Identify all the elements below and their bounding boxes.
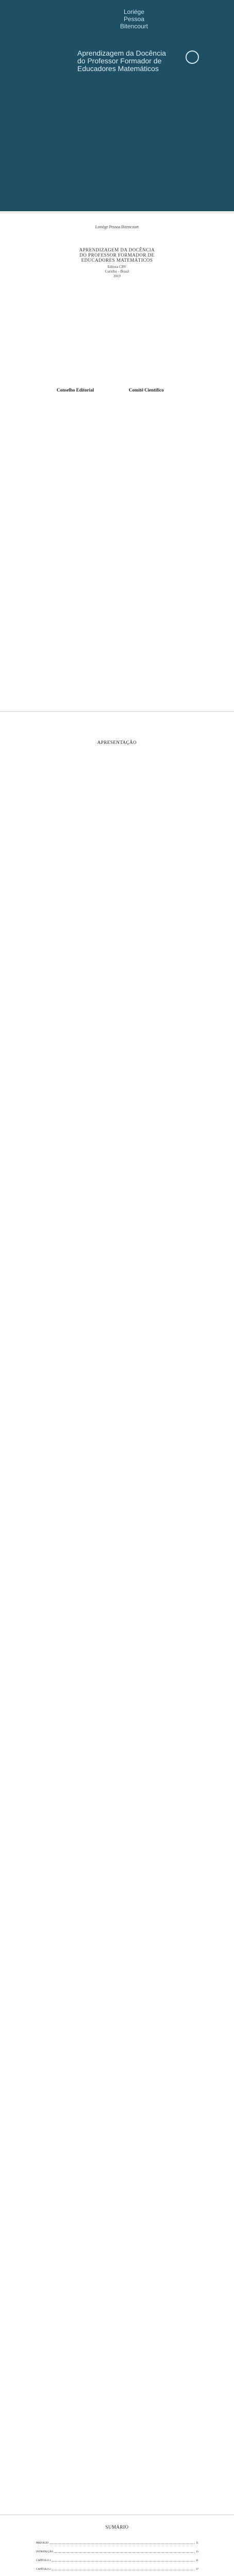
- toc-entry: [36, 2541, 198, 2546]
- toc-leader-dots: [49, 2541, 195, 2544]
- council-editorial-heading: Conselho Editorial: [57, 387, 94, 393]
- credits-title-line: DO PROFESSOR FORMADOR DE: [79, 252, 155, 258]
- presentation-page: [0, 716, 234, 1334]
- page-divider: [0, 711, 234, 712]
- council-scientific-heading: Comitê Científico: [129, 387, 164, 393]
- toc-entry-title: INTRODUÇÃO: [36, 2551, 54, 2553]
- credits-title: [0, 247, 234, 263]
- credits-title-line: EDUCADORES MATEMÁTICOS: [81, 258, 153, 263]
- toc-entry: [36, 2558, 198, 2563]
- publisher-name: Editora CRV: [107, 265, 127, 269]
- toc-entry-title: CAPÍTULO 2: [36, 2568, 51, 2571]
- cover-authors: [103, 8, 165, 30]
- page-divider: [0, 2514, 234, 2515]
- toc-entry: [36, 2550, 198, 2554]
- presentation-heading: APRESENTAÇÃO: [97, 740, 137, 745]
- toc-leader-dots: [54, 2550, 195, 2553]
- toc-entry-page: 21: [196, 2560, 198, 2562]
- toc-entry-page: 15: [196, 2551, 198, 2553]
- publisher-logo-icon: [186, 50, 199, 64]
- toc-leader-dots: [52, 2567, 195, 2570]
- cover-title: Aprendizagem da Docência do Professor Formador de Educadores Matemáticos: [77, 49, 166, 73]
- toc-entry-title: PREFÁCIO: [36, 2542, 49, 2545]
- publisher-city: Curitiba – Brasil: [105, 269, 129, 274]
- credits-publisher: [0, 265, 234, 279]
- toc-entry: [36, 2567, 198, 2572]
- publisher-year: 2019: [113, 274, 121, 278]
- toc-entry-title: CAPÍTULO 1: [36, 2560, 51, 2562]
- cover-author-line: Loriége: [123, 8, 145, 15]
- toc-entry-page: 37: [196, 2568, 198, 2571]
- cover-author-line: Pessoa: [123, 15, 145, 23]
- table-of-contents: [36, 2537, 198, 2576]
- toc-leader-dots: [52, 2558, 195, 2562]
- credits-page: [0, 215, 234, 622]
- credits-author: Loriége Pessoa Bitencourt: [95, 225, 139, 229]
- summary-page: [0, 2524, 234, 2576]
- book-cover: [0, 0, 234, 211]
- page-divider: [0, 212, 234, 213]
- cover-author-line: Bitencourt: [120, 23, 148, 30]
- toc-entry-page: 11: [196, 2542, 198, 2545]
- credits-title-line: APRENDIZAGEM DA DOCÊNCIA: [79, 247, 155, 252]
- summary-heading: SUMÁRIO: [105, 2524, 129, 2530]
